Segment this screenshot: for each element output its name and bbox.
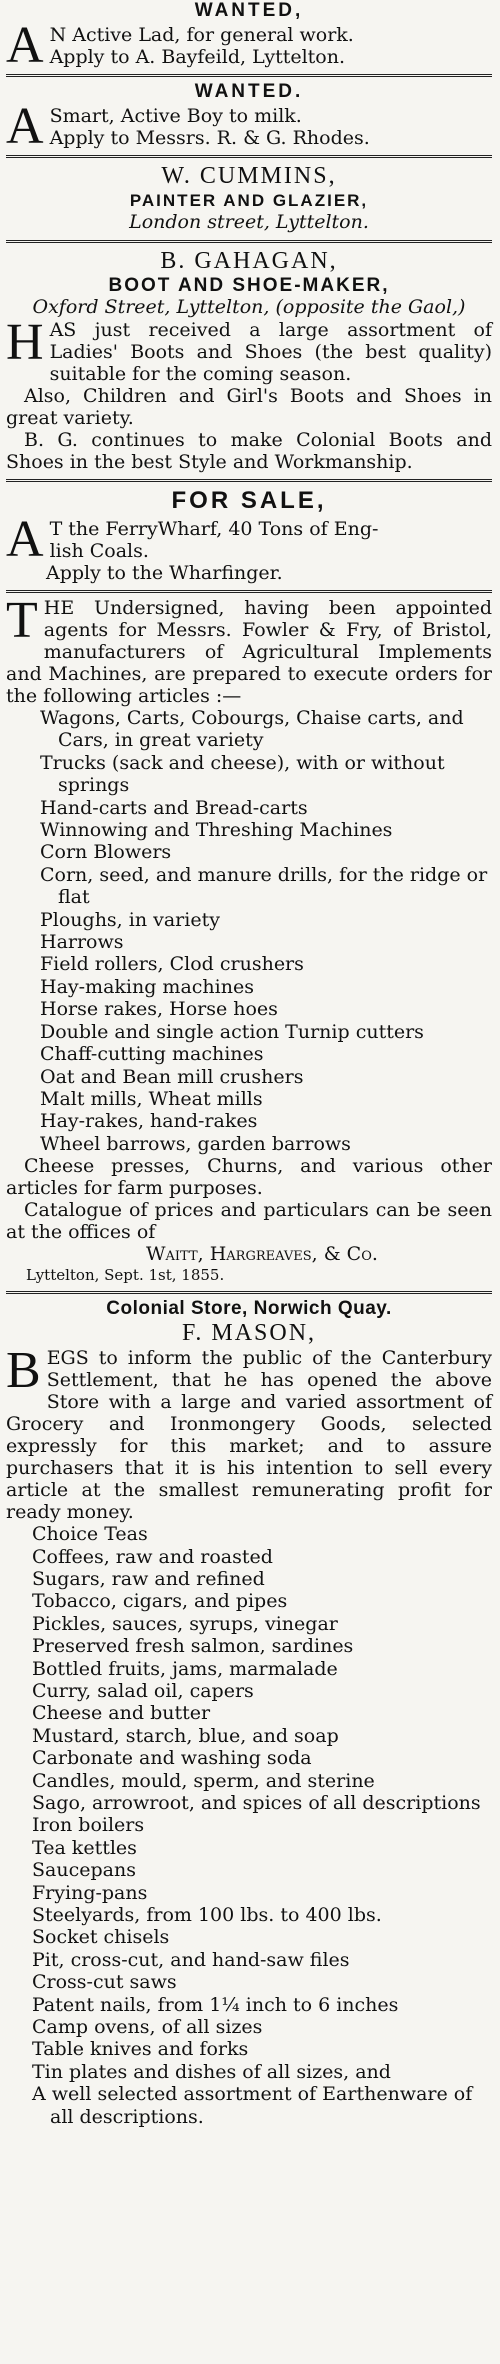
list-item: Cheese and butter (32, 1702, 211, 1725)
list-item: Saucepans (32, 1859, 136, 1882)
ad-heading: WANTED, (194, 0, 304, 21)
ad-name: B. GAHAGAN, (160, 248, 338, 274)
list-item: Socket chisels (32, 1926, 170, 1949)
ad-body (6, 17, 492, 74)
list-item: Candles, mould, sperm, and sterine (32, 1769, 375, 1792)
list-item: Bottled fruits, jams, marmalade (32, 1657, 338, 1680)
list-item: Frying-pans (32, 1881, 148, 1904)
ad-paragraph: EGS to inform the public of the Canterbury Settlement, that he has opened the above Store with a large and varied assortment of Grocery and Ironmongery Goods, selected expressly for this market; and to assure purchasers that it is his intention to sell every article at the smallest remunerating profit for ready money. (6, 1347, 492, 1524)
list-item: Winnowing and Threshing Machines (40, 819, 393, 842)
list-item: Corn, seed, and manure drills, for the ridge or flat (40, 863, 488, 909)
ad-heading: Colonial Store, Norwich Quay. (106, 1298, 392, 1320)
list-item: Trucks (sack and cheese), with or without springs (40, 751, 445, 797)
list-item: Cross-cut saws (32, 1971, 177, 1994)
ad-line: lish Coals. (49, 540, 149, 562)
list-item: Patent nails, from 1¼ inch to 6 inches (32, 1993, 399, 2016)
list-item: Carbonate and washing soda (32, 1747, 312, 1770)
list-item: Corn Blowers (40, 841, 172, 864)
list-item: Tobacco, cigars, and pipes (32, 1590, 288, 1613)
list-item: Field rollers, Clod crushers (40, 953, 304, 976)
ad-mason (6, 1294, 492, 2134)
ad-line: Apply to the Wharfinger. (46, 562, 283, 584)
ad-paragraph: HE Undersigned, having been appointed agents for Messrs. Fowler & Fry, of Bristol, manufacturers of Agricultural Implements and Machines, are prepared to execute orders for the following articles :— (6, 597, 492, 707)
ad-trade: BOOT AND SHOE-MAKER, (108, 275, 390, 296)
list-item: A well selected assortment of Earthenware of all descriptions. (32, 2083, 473, 2128)
ad-address: Oxford Street, Lyttelton, (opposite the Gaol,) (32, 296, 466, 318)
drop-cap: A (6, 17, 44, 74)
ad-body (6, 98, 492, 155)
list-item: Hay-making machines (40, 975, 254, 998)
article-list (6, 707, 492, 1155)
list-item: Mustard, starch, blue, and soap (32, 1724, 339, 1747)
ad-gahagan (6, 243, 492, 482)
ad-line: Apply to A. Bayfeild, Lyttelton. (49, 46, 346, 68)
ad-body (6, 511, 492, 584)
list-item: Malt mills, Wheat mills (40, 1087, 263, 1110)
list-item: Hay-rakes, hand-rakes (40, 1110, 258, 1133)
list-item: Oat and Bean mill crushers (40, 1065, 304, 1088)
ad-trade: PAINTER AND GLAZIER, (129, 191, 369, 210)
ad-intro (6, 1342, 492, 1524)
signature: Waitt, Hargreaves, & Co. (146, 1243, 378, 1266)
ad-body (6, 314, 492, 385)
ad-cummins (6, 158, 492, 243)
goods-list (6, 1523, 492, 2128)
drop-cap: H (6, 314, 44, 371)
list-item: Wheel barrows, garden barrows (40, 1132, 351, 1155)
list-item: Sago, arrowroot, and spices of all descriptions (32, 1792, 481, 1814)
list-item: Hand-carts and Bread-carts (40, 796, 308, 819)
list-item: Pickles, sauces, syrups, vinegar (32, 1612, 338, 1635)
ad-wanted-boy (6, 77, 492, 158)
drop-cap: T (6, 592, 38, 649)
list-item: Harrows (40, 931, 124, 954)
ad-heading: FOR SALE, (171, 487, 327, 514)
ad-paragraph: Cheese presses, Churns, and various other articles for farm purposes. (6, 1155, 492, 1200)
ad-heading: WANTED. (194, 81, 304, 102)
list-item: Wagons, Carts, Cobourgs, Chaise carts, and Cars, in great variety (40, 707, 464, 752)
ad-line: T the FerryWharf, 40 Tons of Eng- (49, 518, 379, 540)
list-item: Sugars, raw and refined (32, 1567, 265, 1590)
list-item: Pit, cross-cut, and hand-saw files (32, 1948, 350, 1971)
dateline: Lyttelton, Sept. 1st, 1855. (26, 1266, 225, 1285)
ad-for-sale (6, 482, 492, 593)
ad-intro (6, 592, 492, 707)
ad-paragraph: B. G. continues to make Colonial Boots and Shoes in the best Style and Workmanship. (6, 429, 492, 473)
ad-name: F. MASON, (181, 1320, 317, 1347)
list-item: Double and single action Turnip cutters (40, 1020, 424, 1043)
ad-name: W. CUMMINS, (161, 163, 337, 189)
ad-line: Apply to Messrs. R. & G. Rhodes. (49, 127, 370, 149)
list-item: Horse rakes, Horse hoes (40, 998, 278, 1021)
ad-paragraph: Catalogue of prices and particulars can be seen at the offices of (6, 1199, 492, 1244)
list-item: Ploughs, in variety (40, 908, 220, 931)
ad-waitt-hargreaves (6, 593, 492, 1294)
ad-paragraph: Also, Children and Girl's Boots and Shoes in great variety. (6, 385, 492, 429)
list-item: Choice Teas (32, 1523, 148, 1546)
list-item: Coffees, raw and roasted (32, 1545, 273, 1568)
list-item: Curry, salad oil, capers (32, 1679, 254, 1702)
list-item: Iron boilers (32, 1814, 145, 1837)
list-item: Tea kettles (32, 1836, 137, 1859)
drop-cap: B (6, 1342, 41, 1400)
list-item: Camp ovens, of all sizes (32, 2016, 263, 2039)
list-item: Table knives and forks (32, 2038, 249, 2061)
ad-line: Smart, Active Boy to milk. (49, 105, 302, 127)
list-item: Tin plates and dishes of all sizes, and (32, 2060, 391, 2083)
drop-cap: A (6, 511, 44, 568)
ad-wanted-lad (6, 0, 492, 77)
ad-line: N Active Lad, for general work. (49, 24, 354, 46)
list-item: Preserved fresh salmon, sardines (32, 1635, 354, 1658)
list-item: Chaff-cutting machines (40, 1043, 264, 1066)
ad-paragraph: AS just received a large assortment of Ladies' Boots and Shoes (the best quality) suitable for the coming season. (49, 319, 492, 385)
list-item: Steelyards, from 100 lbs. to 400 lbs. (32, 1904, 382, 1927)
drop-cap: A (6, 98, 44, 155)
ad-address: London street, Lyttelton. (129, 211, 369, 233)
